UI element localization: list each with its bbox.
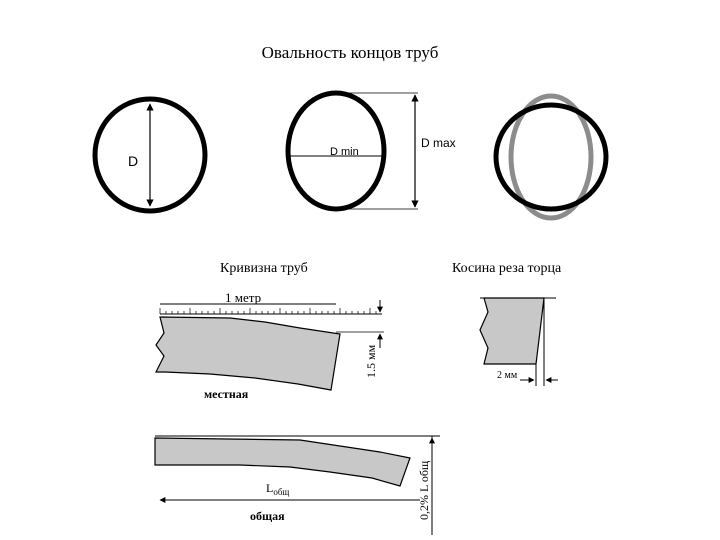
local-curvature-pipe [156, 317, 340, 390]
total-deflection-label: 0,2% L общ [417, 460, 431, 520]
local-label: местная [204, 387, 249, 401]
label-d: D [128, 153, 139, 169]
ovality-section [95, 93, 606, 218]
total-label: общая [250, 509, 285, 523]
ruler-label: 1 метр [225, 290, 262, 305]
label-dmin: D min [330, 146, 359, 158]
total-curvature-pipe [155, 438, 410, 486]
length-label: $L_{общ}$ [266, 481, 290, 497]
bevel-section [452, 261, 562, 386]
bevel-title: Косина реза торца [452, 261, 562, 276]
diagram-title: Овальность концов труб [261, 43, 439, 62]
deflection-label: 1.5 мм [364, 344, 378, 378]
curvature-title: Кривизна труб [220, 261, 308, 276]
curvature-section [155, 261, 440, 535]
bevel-2mm-label: 2 мм [497, 370, 518, 381]
bevel-pipe-end [480, 298, 544, 364]
ruler-ticks [160, 308, 376, 314]
label-dmax: D max [421, 136, 456, 150]
